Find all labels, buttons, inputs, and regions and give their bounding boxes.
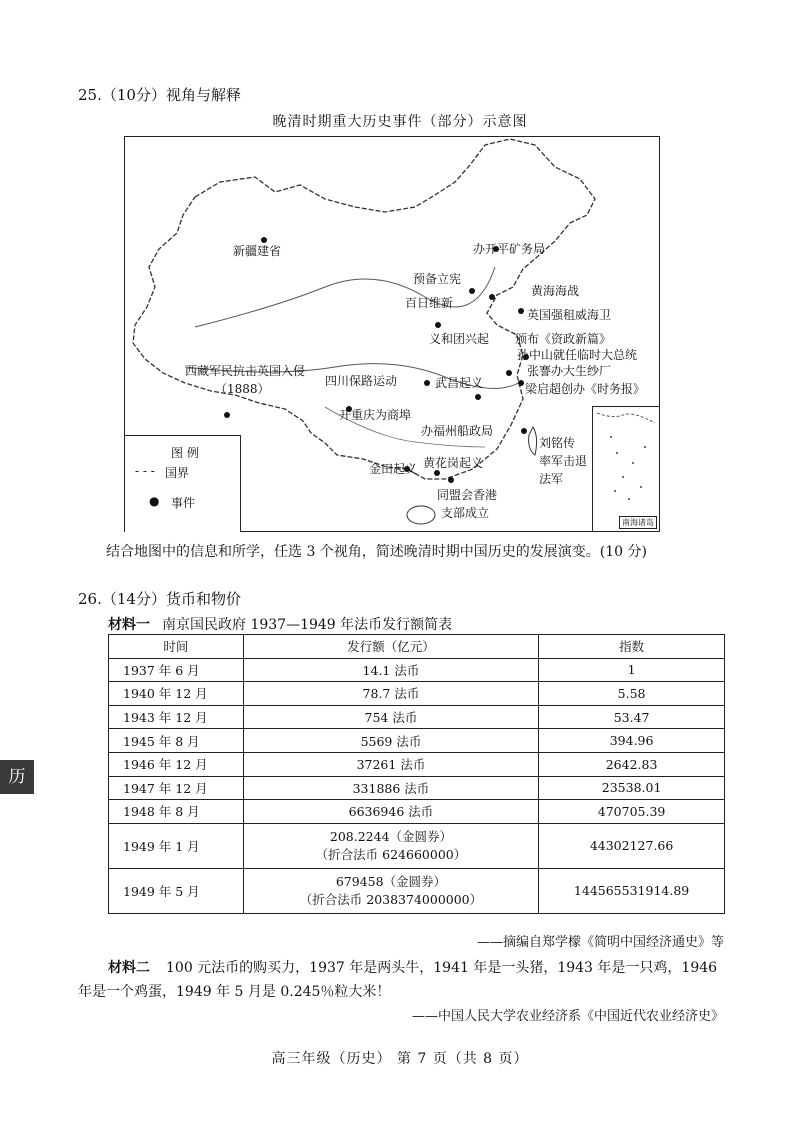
amount-cell: 6636946 法币 xyxy=(243,800,538,824)
amount-cell: 14.1 法币 xyxy=(243,658,538,682)
inset-caption: 南海诸岛 xyxy=(619,516,657,529)
map-event-label: 新疆建省 xyxy=(233,244,282,258)
map-event-label: 黄海海战 xyxy=(531,284,580,298)
index-cell: 1 xyxy=(539,658,725,682)
material-2-text-1: 100 元法币的购买力，1937 年是两头牛，1941 年是一头猪，1943 年是一只鸡，1946 xyxy=(166,960,718,976)
amount-fabi-equivalent: （折合法币 2038374000000） xyxy=(299,891,483,907)
table-row xyxy=(109,868,725,913)
amount-gold-yuan: 679458（金圆券） xyxy=(335,873,447,889)
material-1-heading xyxy=(108,614,452,634)
historical-map xyxy=(124,136,660,532)
map-event-label: 英国强租威海卫 xyxy=(527,308,612,322)
material-1-label: 材料一 xyxy=(108,617,150,633)
map-event-label: 法军 xyxy=(539,472,564,486)
index-cell: 394.96 xyxy=(539,729,725,753)
date-cell: 1943 年 12 月 xyxy=(109,705,244,729)
map-event-label: （1888） xyxy=(215,382,270,396)
map-event-label: 孙中山就任临时大总统 xyxy=(517,348,638,362)
date-cell: 1945 年 8 月 xyxy=(109,729,244,753)
question-25-prompt: 结合地图中的信息和所学，任选 3 个视角，简述晚清时期中国历史的发展演变。(10 分) xyxy=(106,544,647,560)
map-event-label: 同盟会香港 xyxy=(437,488,498,502)
map-event-label: 四川保路运动 xyxy=(325,374,398,388)
map-event-label: 颁布《资政新篇》 xyxy=(515,332,612,346)
map-event-label: 百日维新 xyxy=(405,296,454,310)
table-row xyxy=(109,729,725,753)
date-cell: 1949 年 5 月 xyxy=(109,868,244,913)
legend-border-symbol: - - - xyxy=(135,464,155,478)
table-row xyxy=(109,823,725,868)
legend-event-dot-icon: ● xyxy=(149,494,160,508)
map-event-label: 刘铭传 xyxy=(539,436,576,450)
legend-title: 图 例 xyxy=(171,446,199,460)
legend-border-label: 国界 xyxy=(165,466,190,480)
material-2-line-1 xyxy=(108,957,717,977)
date-cell: 1949 年 1 月 xyxy=(109,823,244,868)
table-row xyxy=(109,705,725,729)
material-2-label: 材料二 xyxy=(108,960,150,976)
map-event-label: 预备立宪 xyxy=(413,272,462,286)
date-cell: 1947 年 12 月 xyxy=(109,776,244,800)
table-row xyxy=(109,752,725,776)
map-event-label: 支部成立 xyxy=(441,506,490,520)
map-event-label: 梁启超创办《时务报》 xyxy=(525,382,646,396)
amount-cell: 5569 法币 xyxy=(243,729,538,753)
index-cell: 44302127.66 xyxy=(539,823,725,868)
table-row xyxy=(109,776,725,800)
currency-issuance-table xyxy=(108,634,725,914)
map-event-label: 西藏军民抗击英国入侵 xyxy=(185,364,306,378)
amount-gold-yuan: 208.2244（金圆券） xyxy=(329,828,453,844)
map-event-label: 办开平矿务局 xyxy=(473,242,546,256)
map-event-label: 武昌起义 xyxy=(435,376,484,390)
amount-cell: 78.7 法币 xyxy=(243,682,538,706)
map-title: 晚清时期重大历史事件（部分）示意图 xyxy=(272,114,528,130)
south-china-sea-inset xyxy=(592,406,659,531)
amount-fabi-equivalent: （折合法币 624660000） xyxy=(315,846,467,862)
table-row xyxy=(109,800,725,824)
index-cell: 144565531914.89 xyxy=(539,868,725,913)
map-event-label: 黄花岗起义 xyxy=(423,456,484,470)
material-2-source: ——中国人民大学农业经济系《中国近代农业经济史》 xyxy=(411,1009,724,1024)
map-event-label: 金田起义 xyxy=(369,462,418,476)
amount-cell xyxy=(243,823,538,868)
question-26-heading: 26.（14分）货币和物价 xyxy=(78,590,241,608)
index-cell: 23538.01 xyxy=(539,776,725,800)
map-event-label: 办福州船政局 xyxy=(421,424,494,438)
date-cell: 1948 年 8 月 xyxy=(109,800,244,824)
table-row xyxy=(109,658,725,682)
date-cell: 1940 年 12 月 xyxy=(109,682,244,706)
map-event-label: 义和团兴起 xyxy=(429,332,490,346)
index-cell: 5.58 xyxy=(539,682,725,706)
index-cell: 53.47 xyxy=(539,705,725,729)
amount-cell: 37261 法币 xyxy=(243,752,538,776)
map-event-label: 开重庆为商埠 xyxy=(339,408,412,422)
table-row xyxy=(109,682,725,706)
material-1-source: ——摘编自郑学檬《简明中国经济通史》等 xyxy=(476,935,724,950)
material-2-text-2: 年是一个鸡蛋，1949 年 5 月是 0.245％粒大米！ xyxy=(78,984,391,1000)
date-cell: 1937 年 6 月 xyxy=(109,658,244,682)
column-header: 发行额（亿元） xyxy=(243,635,538,659)
index-cell: 470705.39 xyxy=(539,800,725,824)
date-cell: 1946 年 12 月 xyxy=(109,752,244,776)
material-1-title: 南京国民政府 1937—1949 年法币发行额简表 xyxy=(162,617,453,633)
page-footer: 高三年级（历史） 第 7 页（共 8 页） xyxy=(271,1051,529,1067)
subject-side-tab: 历 xyxy=(0,760,34,794)
column-header: 时间 xyxy=(109,635,244,659)
column-header: 指数 xyxy=(539,635,725,659)
map-event-label: 率军击退 xyxy=(539,454,588,468)
map-event-label: 张謇办大生纱厂 xyxy=(527,364,612,378)
index-cell: 2642.83 xyxy=(539,752,725,776)
legend-event-label: 事件 xyxy=(171,496,196,510)
amount-cell: 331886 法币 xyxy=(243,776,538,800)
amount-cell xyxy=(243,868,538,913)
amount-cell: 754 法币 xyxy=(243,705,538,729)
question-25-heading: 25.（10分）视角与解释 xyxy=(78,86,241,104)
inset-map xyxy=(593,407,659,531)
table-header-row xyxy=(109,635,725,659)
map-legend xyxy=(125,435,241,532)
